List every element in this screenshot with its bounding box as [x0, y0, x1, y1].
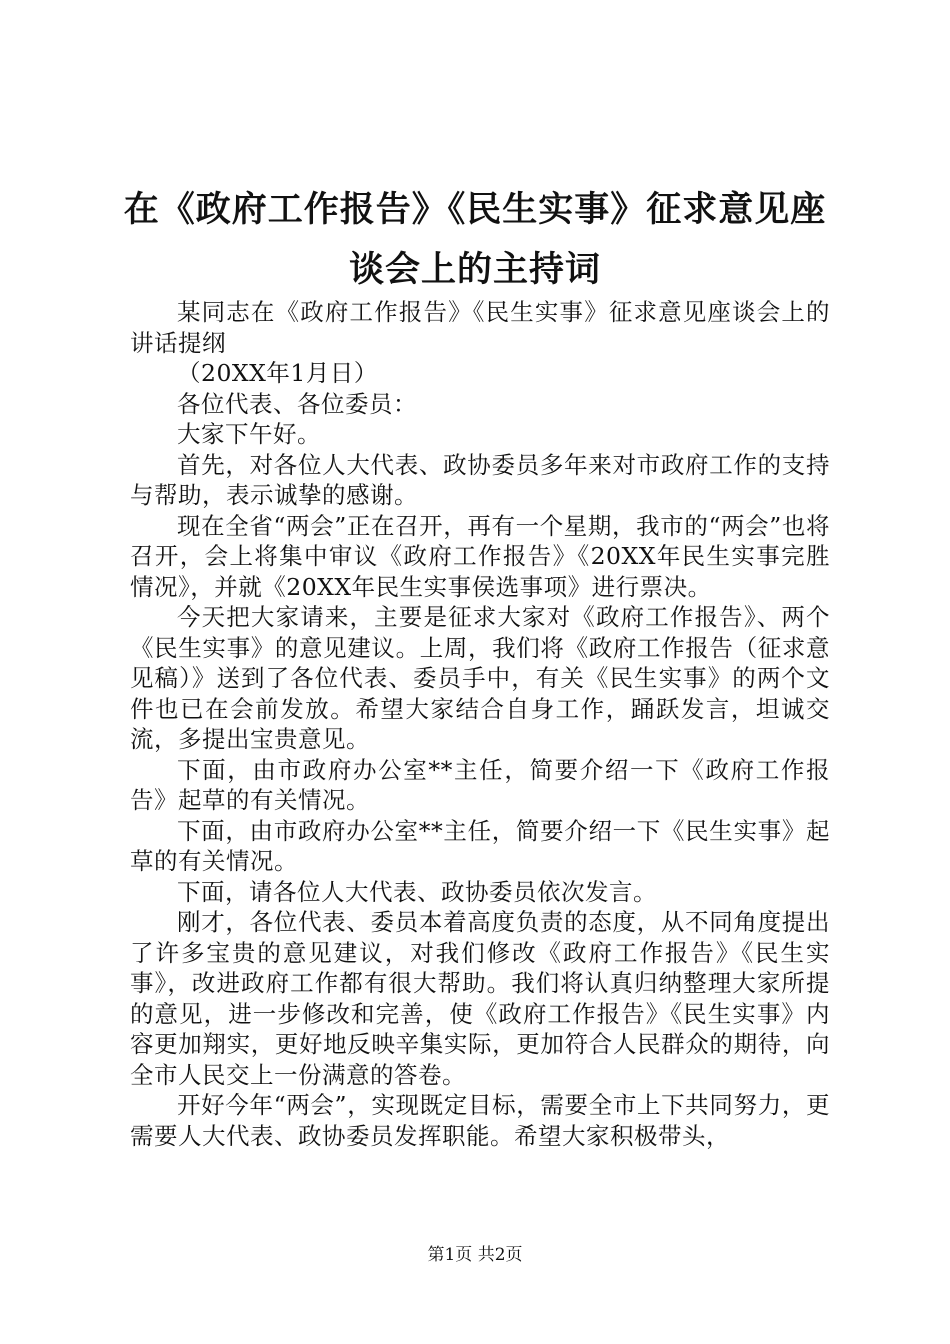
paragraph-background: 现在全省“两会”正在召开，再有一个星期，我市的“两会”也将召开，会上将集中审议《政府工作报告》《20XX年民生实事完胜情况》，并就《20XX年民生实事侯选事项》进行票决。 — [130, 511, 830, 601]
paragraph-thanks: 首先，对各位人大代表、政协委员多年来对市政府工作的支持与帮助，表示诚挚的感谢。 — [130, 450, 830, 509]
paragraph-outline-caption: 某同志在《政府工作报告》《民生实事》征求意见座谈会上的讲话提纲 — [130, 298, 830, 357]
paragraph-date: （20XX年1月日） — [177, 359, 378, 387]
page-number: 第1页 共2页 — [427, 1245, 523, 1265]
paragraph-livelihood-intro: 下面，由市政府办公室**主任，简要介绍一下《民生实事》起草的有关情况。 — [130, 816, 830, 875]
paragraph-summary: 刚才，各位代表、委员本着高度负责的态度，从不同角度提出了许多宝贵的意见建议，对我们修改《政府工作报告》《民生实事》，改进政府工作都有很大帮助。我们将认真归纳整理大家所提的意见，进一步修改和完善，使《政府工作报告》《民生实事》内容更加翔实，更好地反映辛集实际，更加符合人民群众的期待，向全市人民交上一份满意的答卷。 — [130, 908, 830, 1089]
paragraph-purpose: 今天把大家请来，主要是征求大家对《政府工作报告》、两个《民生实事》的意见建议。上周，我们将《政府工作报告（征求意见稿）》送到了各位代表、委员手中，有关《民生实事》的两个文件也已在会前发放。希望大家结合自身工作，踊跃发言，坦诚交流，多提出宝贵意见。 — [130, 603, 830, 753]
document-title-line-1: 在《政府工作报告》《民生实事》征求意见座 — [123, 189, 827, 230]
paragraph-speeches: 下面，请各位人大代表、政协委员依次发言。 — [177, 877, 657, 906]
paragraph-report-intro: 下面，由市政府办公室**主任，简要介绍一下《政府工作报告》起草的有关情况。 — [130, 755, 830, 814]
document-body — [130, 297, 830, 1151]
paragraph-closing: 开好今年“两会”，实现既定目标，需要全市上下共同努力，更需要人大代表、政协委员发挥职能。希望大家积极带头， — [130, 1091, 830, 1150]
paragraph-salutation: 各位代表、各位委员： — [177, 389, 417, 418]
paragraph-greeting: 大家下午好。 — [177, 420, 321, 448]
document-title-line-2: 谈会上的主持词 — [348, 249, 601, 290]
